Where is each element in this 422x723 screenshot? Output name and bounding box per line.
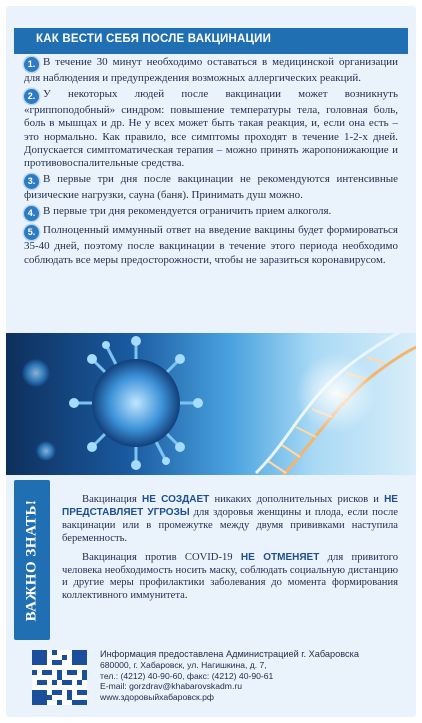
contact-info <box>100 649 400 703</box>
info-website[interactable]: www.здоровыйхабаровск.рф <box>100 692 214 703</box>
virus-icon <box>69 336 203 470</box>
advice-text: В первые три дня рекомендуется ограничить прием алкоголя. <box>43 205 332 218</box>
small-virus-icon <box>22 359 56 461</box>
advice-item-3 <box>24 173 398 202</box>
item-number-badge: 5. <box>24 225 39 240</box>
advice-item-4 <box>24 205 398 221</box>
important-paragraph-2: Вакцинация против COVID-19 НЕ ОТМЕНЯЕТ для привитого человека необходимость носить маску, соблюдать социальную дистанцию и другие меры профилактики заболевания до момента формирования коллективного иммунитета. <box>62 551 398 602</box>
info-address: 680000, г. Хабаровск, ул. Нагишкина, д. 7, <box>100 659 267 670</box>
item-number-badge: 1. <box>24 57 39 72</box>
footer <box>14 640 408 710</box>
advice-item-2 <box>24 88 398 170</box>
important-notes <box>62 494 398 609</box>
item-number-badge: 3. <box>24 174 39 189</box>
advice-text: Полноценный иммунный ответ на введение вакцины будет формироваться 35-40 дней, поэтому после вакцинации в течение этого периода необходимо соблюдать все меры предосторожности, чтобы не заразиться коронавирусом. <box>24 224 398 266</box>
advice-text: В течение 30 минут необходимо оставаться в медицинской организации для наблюдения и предупреждения возможных аллергических реакций. <box>24 56 398 84</box>
info-email[interactable]: E-mail: gorzdrav@khabarovskadm.ru <box>100 681 242 692</box>
info-phone: тел.: (4212) 40-90-60, факс: (4212) 40-90-61 <box>100 670 274 681</box>
advice-text: У некоторых людей после вакцинации может возникнуть «гриппоподобный» синдром: повышение температуры тела, головная боль, боль в мышцах и др. Не у всех может быть такая реакция, и, если она есть – это нормально. Как правило, все симптомы проходят в течение 1-2-х дней. Допускается симптоматическая терапия – можно принять жаропонижающие и противовоспалительные средства. <box>24 88 398 170</box>
info-source: Информация предоставлена Администрацией г. Хабаровска <box>100 649 359 659</box>
advice-text: В первые три дня после вакцинации не рекомендуются интенсивные физические нагрузки, сауна (баня). Принимать душ можно. <box>24 173 398 202</box>
advice-item-5 <box>24 224 398 266</box>
advice-list <box>24 56 398 270</box>
header-bar <box>14 28 408 54</box>
advice-item-1 <box>24 56 398 85</box>
item-number-badge: 4. <box>24 206 39 221</box>
important-paragraph-1: Вакцинация НЕ СОЗДАЕТ никаких дополнительных рисков и НЕ ПРЕДСТАВЛЯЕТ УГРОЗЫ для здоровья женщины и плода, если после вакцинации или в промежутке между двумя прививками наступила беременность. <box>62 494 398 544</box>
page-title: КАК ВЕСТИ СЕБЯ ПОСЛЕ ВАКЦИНАЦИИ <box>36 33 272 45</box>
qr-code-icon[interactable] <box>32 650 87 705</box>
virus-dna-illustration <box>6 333 416 475</box>
important-label: ВАЖНО ЗНАТЬ! <box>23 499 40 621</box>
item-number-badge: 2. <box>24 89 39 104</box>
